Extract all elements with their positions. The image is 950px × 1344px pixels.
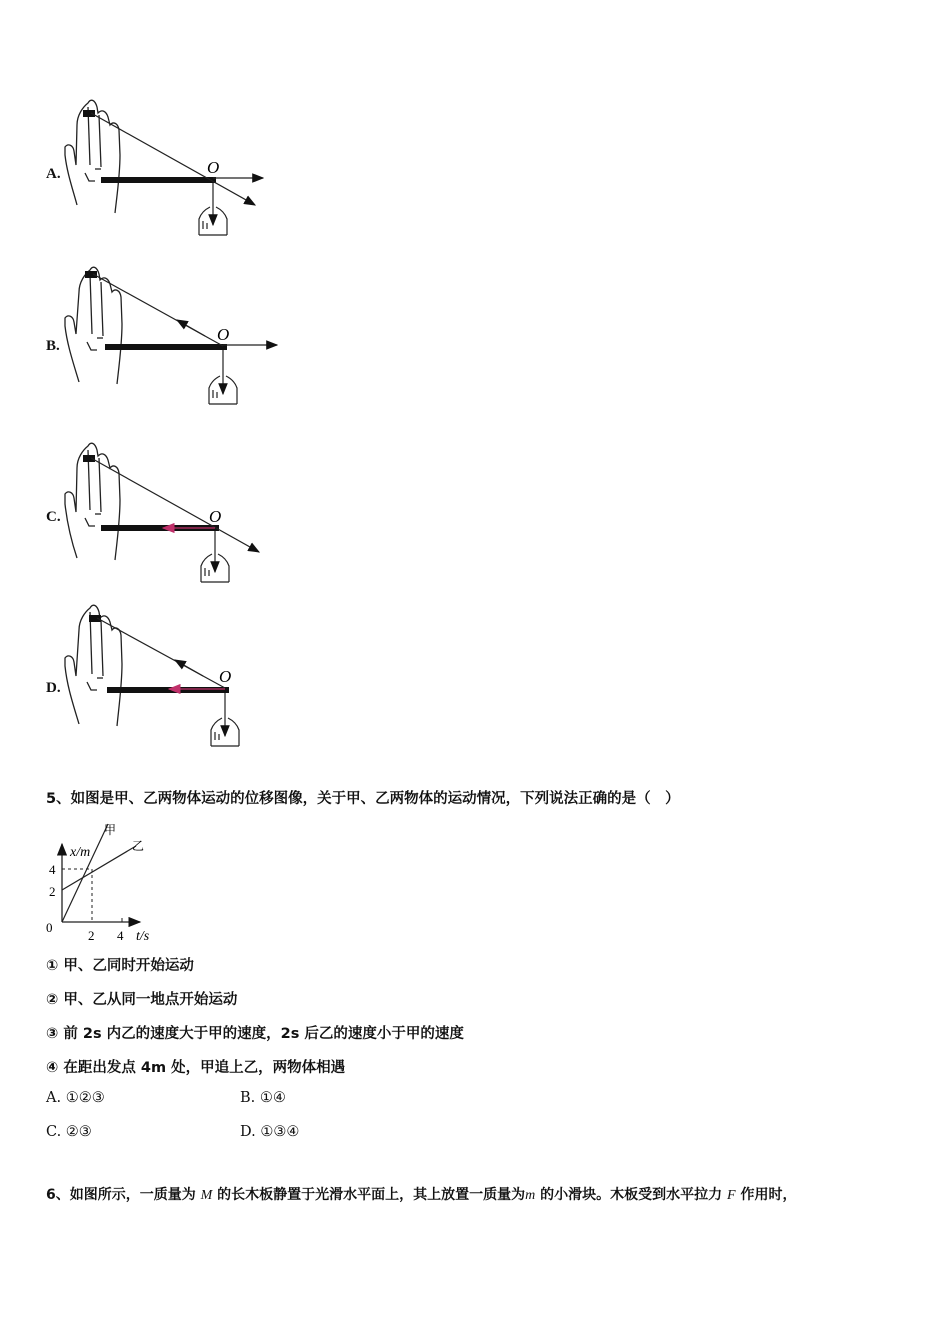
option-c-diagram	[55, 440, 285, 590]
finger-marker	[89, 615, 101, 622]
sight-line	[91, 458, 259, 552]
finger-marker	[83, 110, 95, 117]
q6-stem-part1: 6、如图所示，一质量为	[46, 1187, 196, 1203]
point-o-label: O	[219, 667, 232, 686]
hand-icon	[65, 100, 120, 213]
q5-position-time-graph	[44, 818, 174, 946]
q5-answer-a[interactable]: A. ①②③	[46, 1090, 105, 1106]
q5-statement-2: ② 甲、乙从同一地点开始运动	[46, 992, 238, 1008]
q5-statement-3: ③ 前 2s 内乙的速度大于甲的速度，2s 后乙的速度小于甲的速度	[46, 1026, 464, 1042]
sight-line	[97, 618, 225, 688]
option-c-label[interactable]: C.	[46, 509, 61, 525]
point-o-label: O	[207, 158, 220, 177]
q6-stem-part2: 的长木板静置于光滑水平面上，其上放置一质量为	[217, 1187, 526, 1203]
ruler-bar	[107, 687, 229, 693]
option-a-diagram	[55, 95, 285, 245]
q6-var-M: M	[200, 1188, 213, 1203]
finger-marker	[83, 455, 95, 462]
ruler-bar	[105, 344, 227, 350]
y-axis-label: x/m	[70, 845, 91, 860]
q6-stem-part3: 的小滑块。木板受到水平拉力	[540, 1187, 723, 1203]
line-jia	[62, 824, 108, 922]
q5-answer-d[interactable]: D. ①③④	[240, 1124, 300, 1140]
sight-line	[91, 113, 255, 205]
option-d-label[interactable]: D.	[46, 680, 61, 696]
q5-statement-4: ④ 在距出发点 4m 处，甲追上乙，两物体相遇	[46, 1060, 346, 1076]
option-a-label[interactable]: A.	[46, 166, 61, 182]
finger-marker	[85, 271, 97, 278]
sight-arrow	[175, 660, 203, 676]
option-b-label[interactable]: B.	[46, 338, 60, 354]
q5-stem: 5、如图是甲、乙两物体运动的位移图像，关于甲、乙两物体的运动情况，下列说法正确的是（ ）	[46, 791, 680, 807]
sight-arrow	[177, 320, 205, 336]
option-b-diagram	[55, 262, 285, 412]
origin-label: 0	[46, 920, 53, 935]
line-jia-label: 甲	[104, 823, 117, 837]
q5-answer-b[interactable]: B. ①④	[240, 1090, 286, 1106]
y-tick-2: 2	[49, 884, 56, 899]
q6-stem-part4: 作用时，	[740, 1187, 797, 1203]
q5-statement-1: ① 甲、乙同时开始运动	[46, 958, 194, 974]
q6-var-F: F	[727, 1188, 736, 1203]
y-tick-4: 4	[49, 862, 56, 877]
hand-icon	[65, 605, 122, 726]
q5-answer-c[interactable]: C. ②③	[46, 1124, 92, 1140]
q6-stem	[46, 1184, 796, 1204]
point-o-label: O	[209, 507, 222, 526]
line-yi-label: 乙	[132, 839, 145, 853]
x-tick-2-label: 2	[88, 928, 95, 943]
ruler-bar	[101, 177, 216, 183]
option-d-diagram	[55, 600, 285, 750]
point-o-label: O	[217, 325, 230, 344]
q6-var-m: m	[525, 1188, 536, 1203]
x-axis-label: t/s	[136, 929, 150, 944]
x-tick-4-label: 4	[117, 928, 124, 943]
